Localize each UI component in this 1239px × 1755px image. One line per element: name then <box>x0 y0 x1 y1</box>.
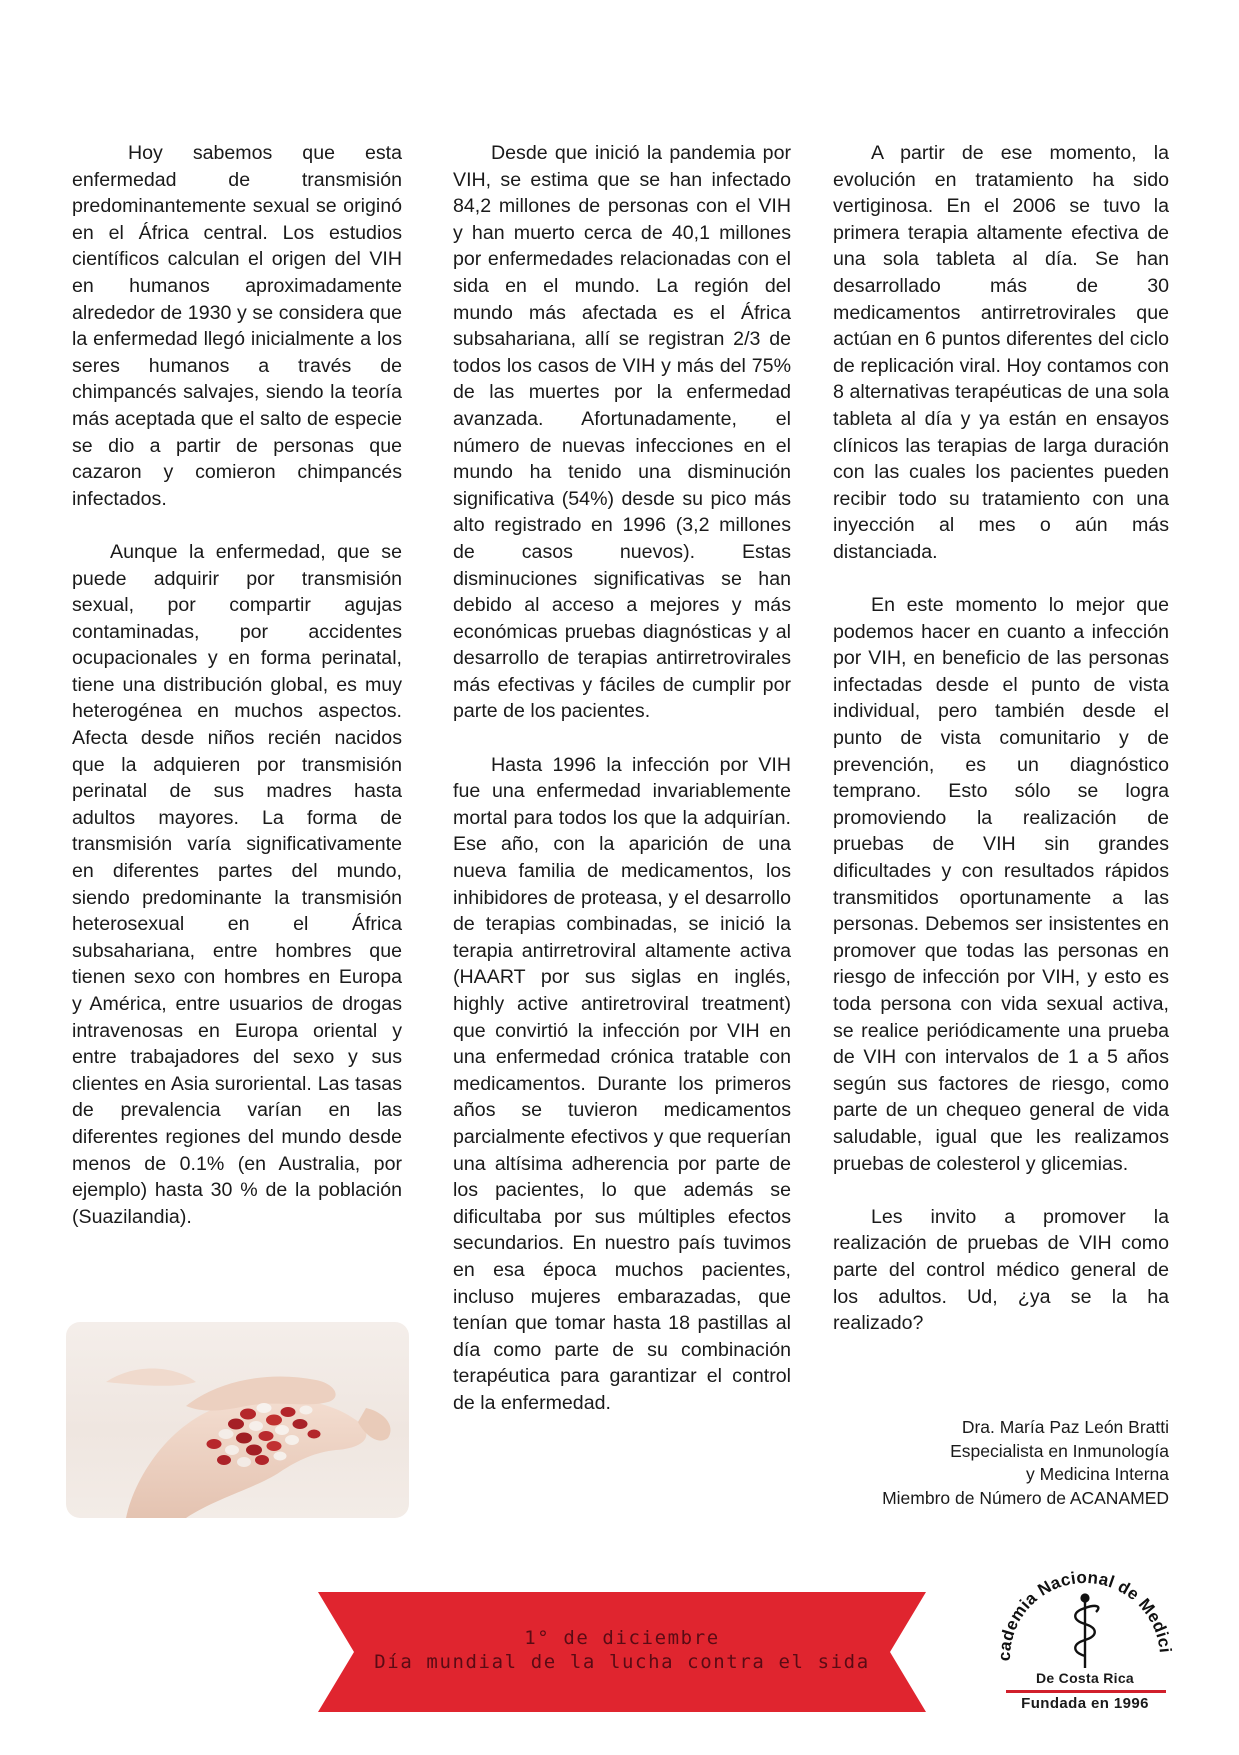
banner-caption: Día mundial de la lucha contra el sida <box>374 1651 870 1673</box>
author-title: Especialista en Inmunología <box>950 1440 1169 1461</box>
hands-with-pills-photo <box>66 1322 409 1518</box>
logo-founded: Fundada en 1996 <box>1021 1695 1149 1712</box>
paragraph: A partir de ese momento, la evolución en tratamiento ha sido vertiginosa. En el 2006 se tuvo la primera terapia altamente efectiva de una sola tableta al día. Se han desarrollado más de 30 medicamentos antirretrovirales que actúan en 6 puntos diferentes del ciclo de replicación viral. Hoy contamos con 8 alternativas terapéuticas de una sola tableta al día y ya están en ensayos clínicos las terapias de larga duración con las cuales los pacientes pueden recibir todo su tratamiento con una inyección al mes o aún más distanciada. <box>833 142 1169 563</box>
paragraph: Aunque la enfermedad, que se puede adquirir por transmisión sexual, por compartir agujas contaminadas, por accidentes ocupacionales y en forma perinatal, tiene una distribución global, es muy heterogénea en muchos aspectos. Afecta desde niños recién nacidos que la adquieren por transmisión perinatal de sus madres hasta adultos mayores. La forma de transmisión varía significativamente en diferentes partes del mundo, siendo predominante la transmisión heterosexual en el África subsahariana, entre hombres que tienen sexo con hombres en Europa y América, entre usuarios de drogas intravenosas en Europa oriental y entre trabajadores del sexo y sus clientes en Asia suroriental. Las tasas de prevalencia varían en las diferentes regiones del mundo desde menos de 0.1% (en Australia, por ejemplo) hasta 30 % de la población (Suazilandia). <box>72 540 402 1228</box>
logo-divider <box>1006 1690 1166 1693</box>
logo-arc-text: cademia Nacional de Medici <box>994 1567 1175 1662</box>
academia-logo <box>992 1558 1178 1718</box>
paragraph: Hoy sabemos que esta enfermedad de transmisión predominantemente sexual se originó en el África central. Los estudios científicos calculan el origen del VIH en humanos aproximadamente alrededor de 1930 y se considera que la enfermedad llegó inicialmente a los seres humanos a través de chimpancés salvajes, siendo la teoría más aceptada que el salto de especie se dio a partir de personas que cazaron y comieron chimpancés infectados. <box>72 142 402 510</box>
paragraph: Hasta 1996 la infección por VIH fue una enfermedad invariablemente mortal para todos los que la adquirían. Ese año, con la aparición de una nueva familia de medicamentos, los inhibidores de proteasa, y el desarrollo de terapias combinadas, se inició la terapia antirretroviral altamente activa (HAART por sus siglas en inglés, highly active antiretroviral treatment) que convirtió la infección por VIH en una enfermedad crónica tratable con medicamentos. Durante los primeros años se tuvieron medicamentos parcialmente efectivos y que requerían una altísima adherencia por parte de los pacientes, lo que además se dificultaba por sus múltiples efectos secundarios. En nuestro país tuvimos en esa época muchos pacientes, incluso mujeres embarazadas, que tenían que tomar hasta 18 pastillas al día como parte de su combinación terapéutica para garantizar el control de la enfermedad. <box>453 753 791 1414</box>
author-signature <box>882 1416 1169 1510</box>
article-column-3 <box>833 140 1169 1363</box>
paragraph: Les invito a promover la realización de pruebas de VIH como parte del control médico general de los adultos. Ud, ¿ya se la ha realizado? <box>833 1205 1169 1335</box>
author-membership: Miembro de Número de ACANAMED <box>882 1487 1169 1508</box>
paragraph: Desde que inició la pandemia por VIH, se estima que se han infectado 84,2 millones de personas con el VIH y han muerto cerca de 40,1 millones por enfermedades relacionadas con el sida en el mundo. La región del mundo más afectada es el África subsahariana, allí se registran 2/3 de todos los casos de VIH y más del 75% de las muertes por la enfermedad avanzada. Afortunadamente, el número de nuevas infecciones en el mundo ha tenido una disminución significativa (54%) desde su pico más alto registrado en 1996 (3,2 millones de casos nuevos). Estas disminuciones significativas se han debido al acceso a mejores y más económicas pruebas diagnósticas y al desarrollo de terapias antirretrovirales más efectivas y fáciles de cumplir por parte de los pacientes. <box>453 142 791 723</box>
world-aids-day-banner <box>318 1592 926 1712</box>
banner-date: 1° de diciembre <box>524 1627 720 1649</box>
author-title: y Medicina Interna <box>1026 1464 1169 1484</box>
article-column-1 <box>72 140 402 1257</box>
paragraph: En este momento lo mejor que podemos hacer en cuanto a infección por VIH, en beneficio de las personas infectadas desde el punto de vista individual, pero también desde el punto de vista comunitario y de prevención, es un diagnóstico temprano. Esto sólo se logra promoviendo la realización de pruebas de VIH sin grandes dificultades y con resultados rápidos transmitidos oportunamente a las personas. Debemos ser insistentes en promover que todas las personas en riesgo de infección por VIH, y esto es toda persona con vida sexual activa, se realice periódicamente una prueba de VIH con intervalos de 1 a 5 años según sus factores de riesgo, como parte de un chequeo general de vida saludable, igual que les realizamos pruebas de colesterol y glicemias. <box>833 594 1169 1175</box>
academia-logo-emblem <box>992 1558 1178 1670</box>
logo-subtitle: De Costa Rica <box>1035 1670 1135 1686</box>
hands-holding-pills-icon <box>66 1322 409 1518</box>
author-name: Dra. María Paz León Bratti <box>961 1417 1169 1437</box>
article-column-2 <box>453 140 791 1443</box>
caduceus-icon <box>1075 1595 1098 1668</box>
